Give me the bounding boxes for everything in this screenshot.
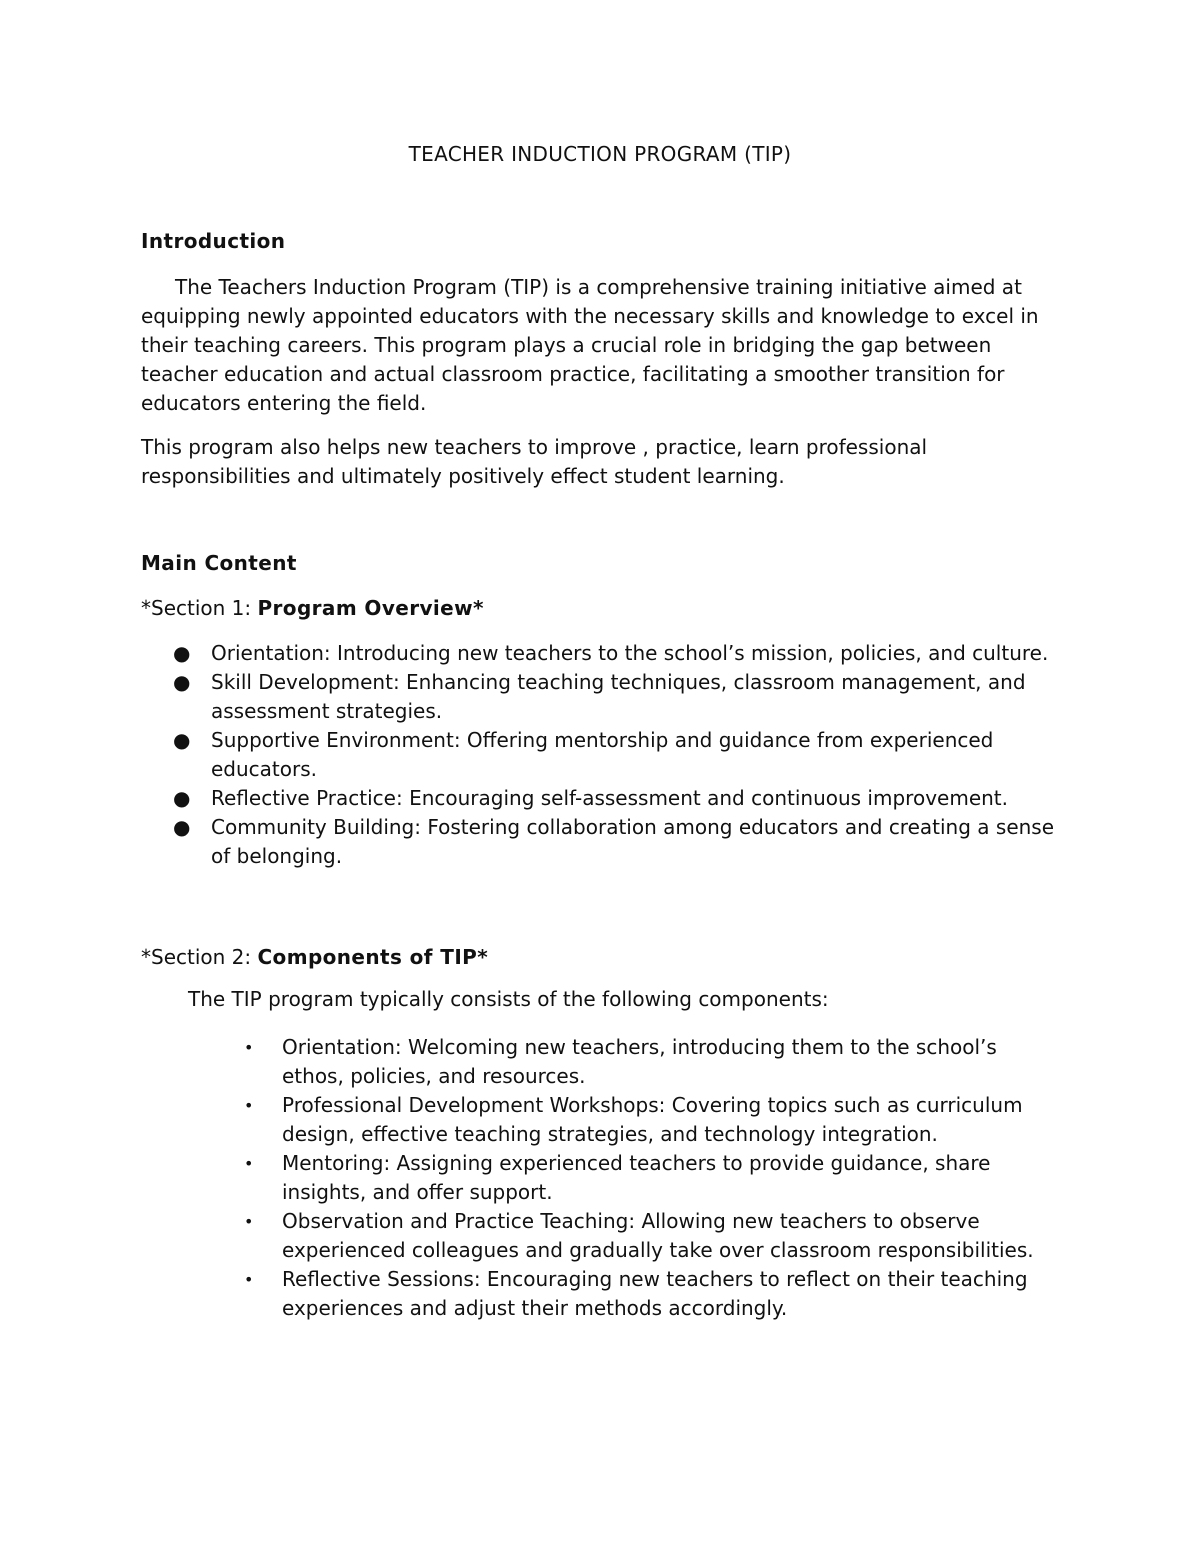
section-2-heading (141, 945, 488, 969)
bullet-icon: • (244, 1270, 254, 1289)
list-item: ● Orientation: Introducing new teachers to the school’s mission, policies, and culture. (211, 639, 1061, 668)
bullet-icon: • (244, 1038, 254, 1057)
list-item: • Orientation: Welcoming new teachers, introducing them to the school’s ethos, policies, and resources. (244, 1035, 997, 1088)
bullet-icon: ● (173, 728, 191, 752)
bullet-icon: ● (173, 670, 191, 694)
list-item: • Observation and Practice Teaching: Allowing new teachers to observe experienced colleagues and gradually take over classroom responsibilities. (244, 1209, 1034, 1262)
list-item: ● Supportive Environment: Offering mentorship and guidance from experienced educators. (173, 728, 994, 781)
list-item: • Professional Development Workshops: Covering topics such as curriculum design, effective teaching strategies, and technology integration. (244, 1093, 1023, 1146)
bullet-icon: • (244, 1154, 254, 1173)
introduction-paragraph-1: The Teachers Induction Program (TIP) is a comprehensive training initiative aimed at equipping newly appointed educators with the necessary skills and knowledge to excel in their teaching careers. This program plays a crucial role in bridging the gap between teacher education and actual classroom practice, facilitating a smoother transition for educators entering the field. (141, 275, 1039, 415)
main-content-heading: Main Content (141, 551, 297, 575)
bullet-icon: ● (173, 786, 191, 810)
list-item: ● Community Building: Fostering collaboration among educators and creating a sense of belonging. (173, 815, 1055, 868)
bullet-icon: ● (173, 641, 191, 665)
list-item: ● Reflective Practice: Encouraging self-assessment and continuous improvement. (211, 784, 1061, 813)
list-item: ● Skill Development: Enhancing teaching techniques, classroom management, and assessment strategies. (173, 670, 1026, 723)
section-1-list (173, 639, 1061, 871)
section-1-prefix: *Section 1: (141, 596, 258, 620)
section-2-intro: The TIP program typically consists of the following components: (188, 987, 829, 1011)
bullet-icon: • (244, 1212, 254, 1231)
introduction-heading: Introduction (141, 229, 286, 253)
section-2-prefix: *Section 2: (141, 945, 258, 969)
bullet-icon: ● (173, 815, 191, 839)
document-title: TEACHER INDUCTION PROGRAM (TIP) (408, 142, 792, 166)
introduction-paragraph-2: This program also helps new teachers to improve , practice, learn professional responsibilities and ultimately positively effect student learning. (141, 435, 928, 488)
bullet-icon: • (244, 1096, 254, 1115)
list-item: • Reflective Sessions: Encouraging new teachers to reflect on their teaching experiences and adjust their methods accordingly. (244, 1267, 1028, 1320)
list-item: • Mentoring: Assigning experienced teachers to provide guidance, share insights, and offer support. (244, 1151, 991, 1204)
section-2-title: Components of TIP* (257, 945, 489, 969)
section-1-title: Program Overview* (257, 596, 484, 620)
section-1-heading (141, 596, 484, 620)
section-2-list (244, 1033, 1062, 1323)
